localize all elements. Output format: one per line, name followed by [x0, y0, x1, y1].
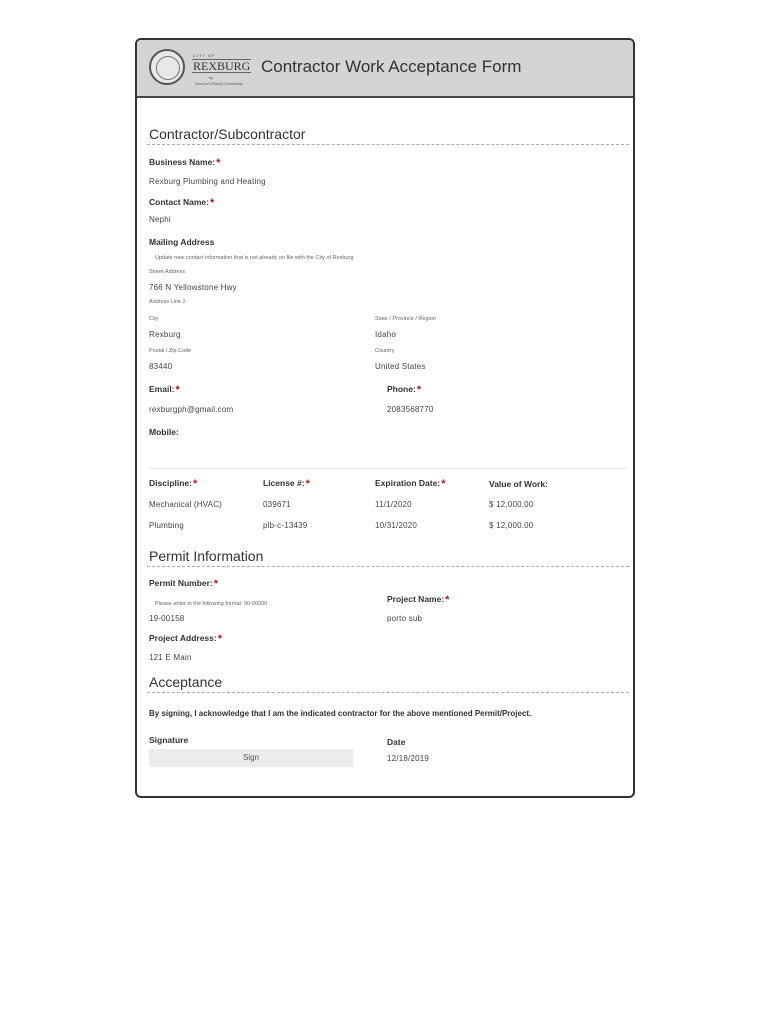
section-title-contractor: Contractor/Subcontractor	[149, 126, 306, 142]
section-divider	[147, 566, 629, 567]
phone-label: Phone:*	[387, 384, 422, 396]
city-label: City	[149, 316, 159, 322]
mailing-address-label: Mailing Address	[149, 237, 215, 247]
license-number-header: License #:*	[263, 478, 310, 490]
value-of-work-header: Value of Work:	[489, 479, 548, 489]
country-value[interactable]: United States	[375, 362, 426, 371]
acceptance-statement: By signing, I acknowledge that I am the indicated contractor for the above mentioned Permit/Project.	[149, 709, 532, 718]
email-value[interactable]: rexburgph@gmail.com	[149, 405, 234, 414]
required-marker: *	[213, 578, 219, 590]
license-row-2-value[interactable]: $ 12,000.00	[489, 521, 534, 530]
required-marker: *	[217, 633, 222, 645]
required-marker: *	[209, 197, 215, 209]
license-row-2-number[interactable]: plb-c-13439	[263, 521, 308, 530]
section-title-acceptance: Acceptance	[149, 674, 223, 690]
contact-name-label: Contact Name:*	[149, 197, 215, 209]
project-name-label: Project Name:*	[387, 594, 450, 606]
section-title-permit: Permit Information	[149, 548, 264, 564]
business-name-label: Business Name:*	[149, 157, 221, 169]
license-row-1-discipline[interactable]: Mechanical (HVAC)	[149, 500, 223, 509]
city-seal-icon	[149, 49, 185, 85]
logo-by: by	[209, 75, 214, 80]
date-label: Date	[387, 737, 406, 747]
expiration-date-header: Expiration Date:*	[375, 478, 446, 490]
license-row-1-value[interactable]: $ 12,000.00	[489, 500, 534, 509]
required-marker: *	[175, 384, 180, 396]
required-marker: *	[441, 478, 446, 490]
section-divider	[147, 144, 629, 145]
license-row-1-number[interactable]: 039671	[263, 500, 291, 509]
license-row-2-expiration[interactable]: 10/31/2020	[375, 521, 418, 530]
state-value[interactable]: Idaho	[375, 330, 397, 339]
permit-number-label: Permit Number:*	[149, 578, 219, 590]
required-marker: *	[445, 594, 450, 606]
sign-button[interactable]: Sign	[149, 749, 353, 767]
mailing-address-hint: Update new contact information that is not already on file with the City of Rexburg	[155, 255, 354, 261]
required-marker: *	[216, 157, 221, 169]
logo-tagline: America's Family Community	[195, 81, 243, 86]
address-line-2-label: Address Line 2	[149, 299, 186, 305]
required-marker: *	[416, 384, 422, 396]
mobile-label: Mobile:	[149, 427, 179, 437]
city-value[interactable]: Rexburg	[149, 330, 181, 339]
signature-label: Signature	[149, 735, 189, 745]
postal-code-value[interactable]: 83440	[149, 362, 173, 371]
project-address-label: Project Address:*	[149, 633, 222, 645]
phone-value[interactable]: 2083568770	[387, 405, 434, 414]
license-row-2-discipline[interactable]: Plumbing	[149, 521, 184, 530]
street-address-value[interactable]: 766 N Yellowstone Hwy	[149, 283, 237, 292]
street-address-label: Street Address	[149, 269, 186, 275]
logo-wordmark: REXBURG	[193, 59, 251, 73]
postal-code-label: Postal / Zip Code	[149, 348, 192, 354]
form-header	[137, 40, 633, 98]
license-row-1-expiration[interactable]: 11/1/2020	[375, 500, 412, 509]
discipline-header: Discipline:*	[149, 478, 198, 490]
logo-city-text: CITY OF	[193, 53, 216, 58]
work-acceptance-form	[135, 38, 635, 798]
country-label: Country	[375, 348, 395, 354]
email-label: Email:*	[149, 384, 180, 396]
project-name-value[interactable]: porto sub	[387, 614, 423, 623]
divider	[147, 468, 629, 469]
required-marker: *	[192, 478, 198, 490]
business-name-value[interactable]: Rexburg Plumbing and Heating	[149, 177, 266, 186]
required-marker: *	[305, 478, 310, 490]
form-title: Contractor Work Acceptance Form	[261, 57, 522, 76]
contact-name-value[interactable]: Nephi	[149, 215, 171, 224]
state-label: State / Province / Region	[375, 316, 436, 322]
permit-number-value[interactable]: 19-00158	[149, 614, 185, 623]
project-address-value[interactable]: 121 E Main	[149, 653, 192, 662]
section-divider	[147, 692, 629, 693]
permit-number-hint: Please enter in the following format: 00-00000	[155, 601, 268, 607]
date-value[interactable]: 12/18/2019	[387, 754, 430, 763]
